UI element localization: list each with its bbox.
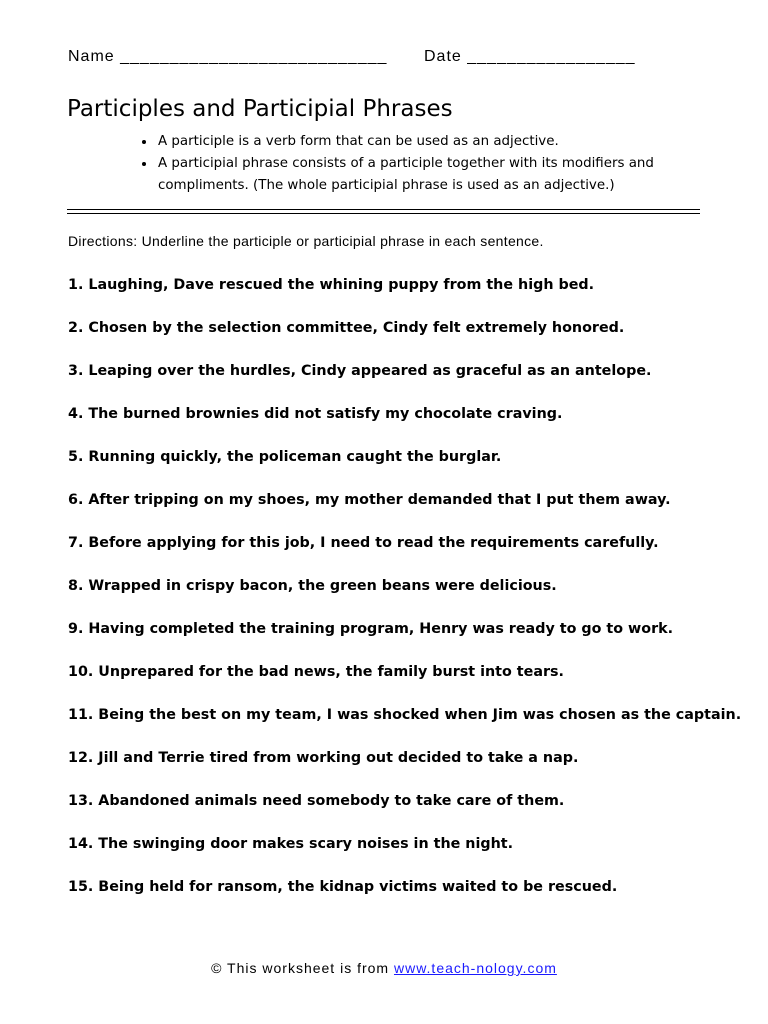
divider-line — [67, 209, 700, 210]
date-field: Date _________________ — [424, 48, 636, 65]
question-item: 14. The swinging door makes scary noises in the night. — [68, 836, 514, 852]
header — [68, 48, 636, 66]
question-item: 8. Wrapped in crispy bacon, the green beans were delicious. — [68, 578, 557, 594]
footer — [0, 960, 768, 976]
question-item: 15. Being held for ransom, the kidnap victims waited to be rescued. — [68, 879, 618, 895]
question-item: 11. Being the best on my team, I was shocked when Jim was chosen as the captain. — [68, 707, 742, 723]
footer-prefix: © This worksheet is from — [211, 960, 394, 976]
question-item: 1. Laughing, Dave rescued the whining puppy from the high bed. — [68, 277, 595, 293]
footer-link[interactable]: www.teach-nology.com — [393, 960, 557, 976]
definition-item: • A participial phrase consists of a participle together with its modifiers and compliments. (The whole participial phrase is used as an adjective.) — [156, 153, 746, 197]
question-item: 6. After tripping on my shoes, my mother demanded that I put them away. — [68, 492, 671, 508]
definition-item: • A participle is a verb form that can be used as an adjective. — [156, 131, 746, 153]
question-list — [68, 274, 741, 919]
worksheet-title: Participles and Participial Phrases — [67, 96, 453, 122]
question-item: 13. Abandoned animals need somebody to take care of them. — [68, 793, 565, 809]
question-item: 5. Running quickly, the policeman caught the burglar. — [68, 449, 502, 465]
divider-line — [67, 213, 700, 214]
question-item: 7. Before applying for this job, I need to read the requirements carefully. — [68, 535, 659, 551]
question-item: 12. Jill and Terrie tired from working out decided to take a nap. — [68, 750, 579, 766]
question-item: 4. The burned brownies did not satisfy my chocolate craving. — [68, 406, 563, 422]
definitions-list — [132, 131, 746, 197]
directions-text: Directions: Underline the participle or participial phrase in each sentence. — [68, 233, 544, 249]
question-item: 2. Chosen by the selection committee, Cindy felt extremely honored. — [68, 320, 625, 336]
question-item: 10. Unprepared for the bad news, the family burst into tears. — [68, 664, 564, 680]
name-field: Name ___________________________ — [68, 48, 388, 65]
question-item: 9. Having completed the training program, Henry was ready to go to work. — [68, 621, 674, 637]
question-item: 3. Leaping over the hurdles, Cindy appeared as graceful as an antelope. — [68, 363, 652, 379]
